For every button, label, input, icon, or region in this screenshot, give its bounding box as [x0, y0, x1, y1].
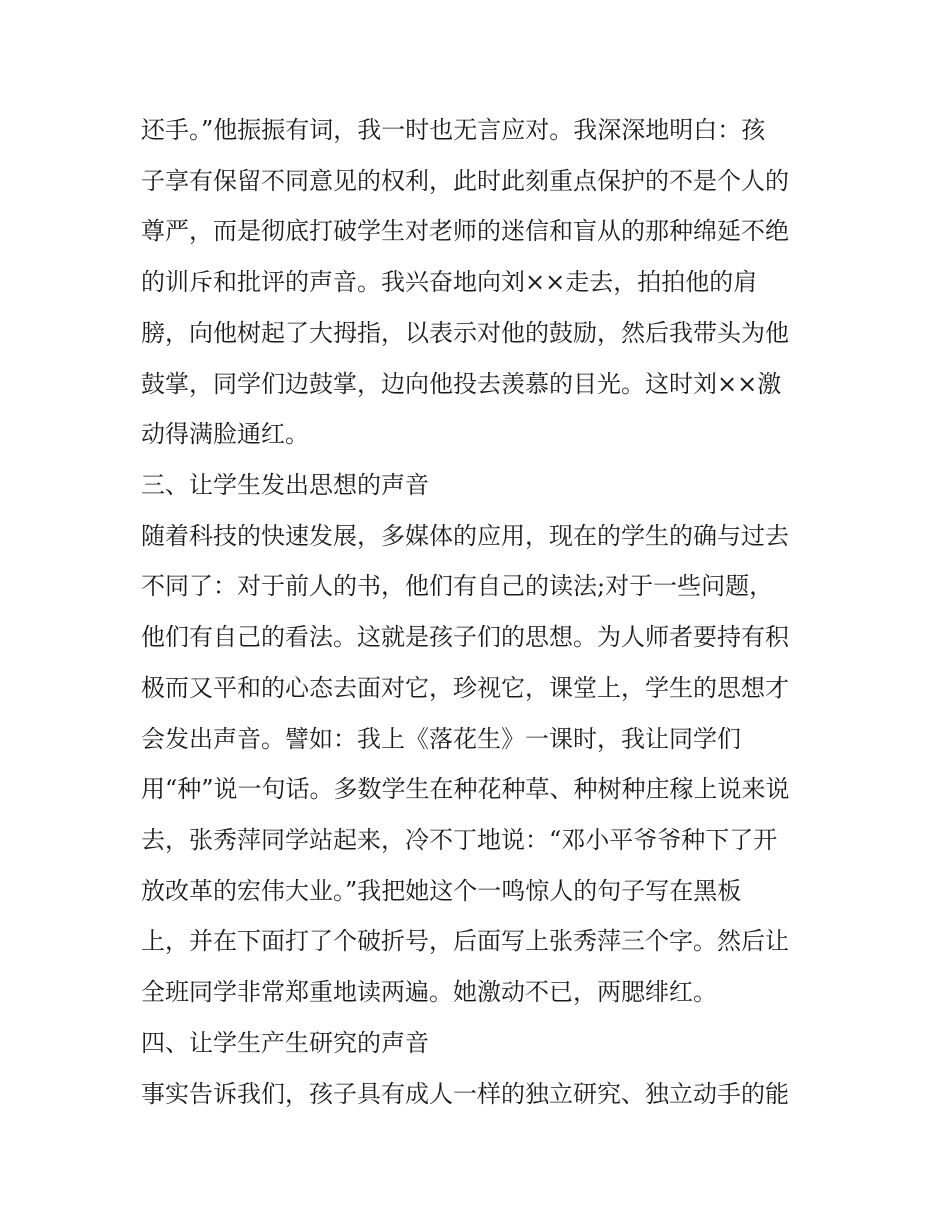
paragraph-line: 膀，向他树起了大拇指，以表示对他的鼓励，然后我带头为他	[141, 319, 789, 347]
paragraph-line: 放改革的宏伟大业。”我把她这个一鸣惊人的句子写在黑板	[141, 877, 742, 905]
paragraph-line: 用“种”说一句话。多数学生在种花种草、种树种庄稼上说来说	[141, 775, 790, 803]
paragraph-line: 动得满脸通红。	[141, 420, 309, 448]
paragraph-line: 还手。”他振振有词，我一时也无言应对。我深深地明白：孩	[141, 116, 766, 144]
paragraph-line: 去，张秀萍同学站起来，冷不丁地说：“邓小平爷爷种下了开	[141, 826, 778, 854]
paragraph-line: 极而又平和的心态去面对它，珍视它，课堂上，学生的思想才	[141, 674, 789, 702]
paragraph-line: 子享有保留不同意见的权利，此时此刻重点保护的不是个人的	[141, 167, 789, 195]
paragraph-line: 鼓掌，同学们边鼓掌，边向他投去羡慕的目光。这时刘××激	[141, 370, 782, 398]
paragraph-line: 他们有自己的看法。这就是孩子们的思想。为人师者要持有积	[141, 623, 789, 651]
paragraph-line: 全班同学非常郑重地读两遍。她激动不已，两腮绯红。	[141, 978, 717, 1006]
paragraph-line: 尊严，而是彻底打破学生对老师的迷信和盲从的那种绵延不绝	[141, 217, 789, 245]
paragraph-line: 事实告诉我们，孩子具有成人一样的独立研究、独立动手的能	[141, 1080, 789, 1108]
paragraph-line: 上，并在下面打了个破折号，后面写上张秀萍三个字。然后让	[141, 927, 789, 955]
paragraph-line: 的训斥和批评的声音。我兴奋地向刘××走去，拍拍他的肩	[141, 268, 758, 296]
paragraph-line: 会发出声音。譬如：我上《落花生》一课时，我让同学们	[141, 725, 741, 753]
section-heading: 四、让学生产生研究的声音	[141, 1029, 429, 1057]
paragraph-line: 不同了：对于前人的书，他们有自己的读法;对于一些问题，	[141, 572, 774, 600]
paragraph-line: 随着科技的快速发展，多媒体的应用，现在的学生的确与过去	[141, 522, 789, 550]
section-heading: 三、让学生发出思想的声音	[141, 471, 429, 499]
